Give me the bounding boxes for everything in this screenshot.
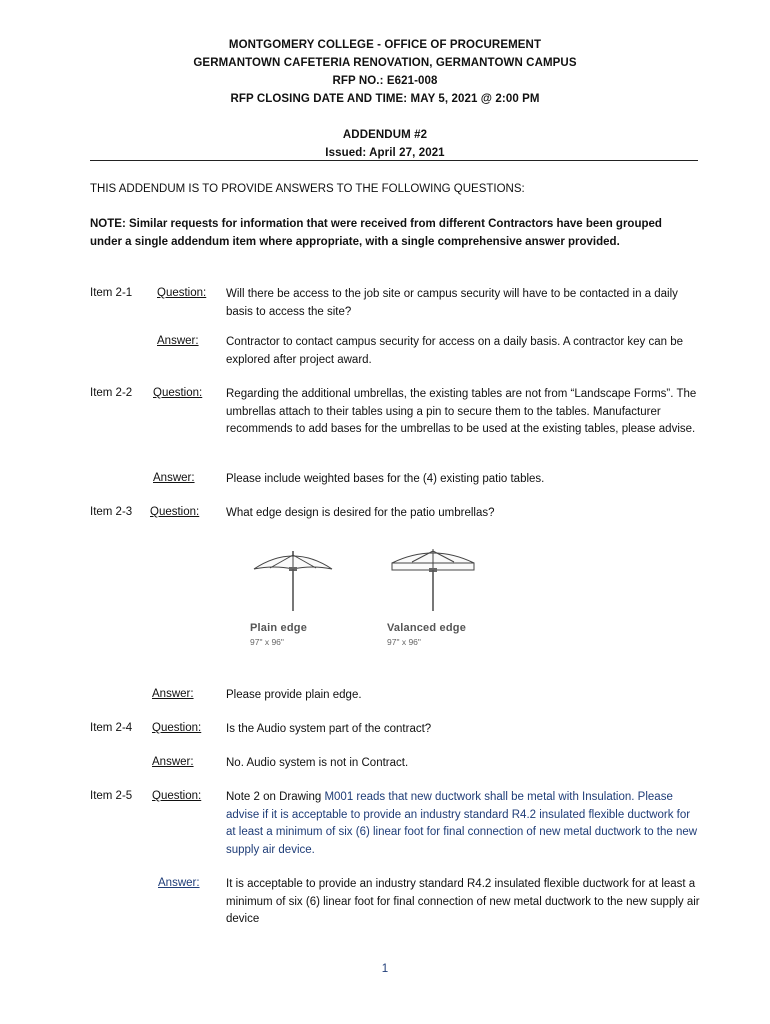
question-text: What edge design is desired for the patio umbrellas? bbox=[226, 507, 495, 519]
answer-text: No. Audio system is not in Contract. bbox=[226, 757, 409, 769]
answer-label: Answer: bbox=[158, 877, 200, 889]
answer-text: Please include weighted bases for the (4) existing patio tables. bbox=[226, 473, 545, 485]
page-number: 1 bbox=[381, 963, 389, 975]
question-label: Question: bbox=[153, 387, 203, 399]
valanced-edge-umbrella bbox=[392, 549, 474, 611]
question-prefix: Note 2 on Drawing bbox=[226, 791, 325, 803]
item-label: Item 2-4 bbox=[90, 722, 133, 734]
question-link-text[interactable]: M001 reads that new ductwork shall be metal with Insulation. Please advise if it is acceptable to provide an industry standard R4.2 insulated flexible ductwork for at least a minimum of six (6) linear foot for final connection of new metal ductwork to the new supply air device. bbox=[226, 791, 698, 856]
question-label: Question: bbox=[152, 722, 202, 734]
answer-text: Please provide plain edge. bbox=[226, 689, 362, 701]
item-label: Item 2-3 bbox=[90, 506, 133, 518]
question-label: Question: bbox=[152, 790, 202, 802]
question-text bbox=[226, 789, 700, 859]
note-text: NOTE: Similar requests for information that were received from different Contractors have been grouped under a single addendum item where appropriate, with a single comprehensive answer provided. bbox=[90, 218, 662, 248]
answer-label: Answer: bbox=[157, 335, 199, 347]
valanced-edge-caption: Valanced edge bbox=[387, 622, 467, 634]
intro-text: THIS ADDENDUM IS TO PROVIDE ANSWERS TO THE FOLLOWING QUESTIONS: bbox=[90, 183, 525, 195]
item-label: Item 2-2 bbox=[90, 387, 133, 399]
question-text: Regarding the additional umbrellas, the existing tables are not from “Landscape Forms”. The umbrellas attach to their tables using a pin to secure them to the tables. Manufacturer recommends to add bases for the umbrellas to be used at the existing tables, please advise. bbox=[226, 388, 697, 435]
header-line-2: GERMANTOWN CAFETERIA RENOVATION, GERMANTOWN CAMPUS bbox=[193, 57, 577, 69]
answer-label: Answer: bbox=[152, 756, 194, 768]
question-text: Will there be access to the job site or campus security will have to be contacted in a daily basis to access the site? bbox=[226, 288, 678, 318]
item-label: Item 2-5 bbox=[90, 790, 133, 802]
answer-text: Contractor to contact campus security for access on a daily basis. A contractor key can be explored after project award. bbox=[226, 336, 684, 366]
answer-label: Answer: bbox=[153, 472, 195, 484]
header-line-3: RFP NO.: E621-008 bbox=[332, 75, 438, 87]
answer-text: It is acceptable to provide an industry standard R4.2 insulated flexible ductwork for at least a minimum of six (6) linear foot for final connection of new metal ductwork to the new supply air device bbox=[226, 878, 700, 925]
plain-edge-caption: Plain edge bbox=[250, 622, 308, 634]
question-label: Question: bbox=[157, 287, 207, 299]
header-divider bbox=[90, 160, 698, 161]
plain-edge-dimensions: 97" x 96" bbox=[250, 637, 284, 647]
umbrella-illustration bbox=[240, 545, 500, 625]
addendum-title: ADDENDUM #2 bbox=[342, 129, 428, 141]
header-line-4: RFP CLOSING DATE AND TIME: MAY 5, 2021 @ 2:00 PM bbox=[230, 93, 540, 105]
plain-edge-umbrella bbox=[254, 551, 332, 611]
question-text: Is the Audio system part of the contract? bbox=[226, 723, 432, 735]
valanced-edge-dimensions: 97" x 96" bbox=[387, 637, 421, 647]
issued-date: Issued: April 27, 2021 bbox=[325, 147, 445, 159]
header-line-1: MONTGOMERY COLLEGE - OFFICE OF PROCUREMENT bbox=[228, 39, 542, 51]
answer-label: Answer: bbox=[152, 688, 194, 700]
item-label: Item 2-1 bbox=[90, 287, 133, 299]
question-label: Question: bbox=[150, 506, 200, 518]
